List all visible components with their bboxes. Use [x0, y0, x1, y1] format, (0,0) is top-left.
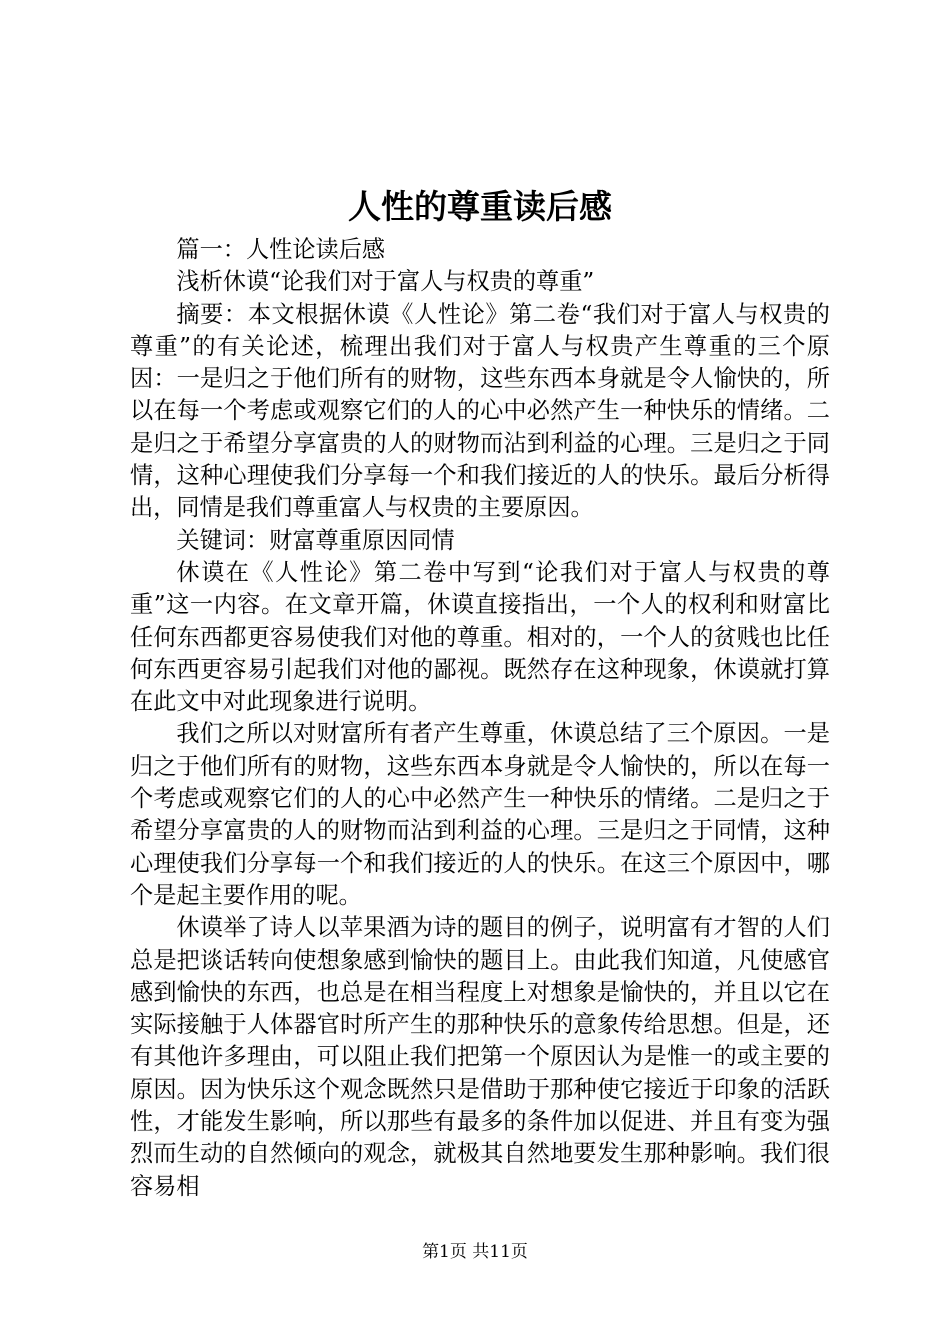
document-title: 人性的尊重读后感 — [348, 187, 612, 226]
paragraph-article-title: 浅析休谟“论我们对于富人与权贵的尊重” — [176, 268, 595, 296]
paragraph-body: 休谟举了诗人以苹果酒为诗的题目的例子，说明富有才智的人们总是把谈话转向使想象感到愉快的题目上。由此我们知道，凡使感官感到愉快的东西，也总是在相当程度上对想象是愉快的，并且以它在实际接触于人体器官时所产生的那种快乐的意象传给思想。但是，还有其他许多理由，可以阻止我们把第一个原因认为是惟一的或主要的原因。因为快乐这个观念既然只是借助于那种使它接近于印象的活跃性，才能发生影响，所以那些有最多的条件加以促进、并且有变为强烈而生动的自然倾向的观念，就极其自然地要发生那种影响。我们很容易相 — [130, 914, 830, 1200]
paragraph-abstract: 摘要：本文根据休谟《人性论》第二卷“我们对于富人与权贵的尊重”的有关论述，梳理出我们对于富人与权贵产生尊重的三个原因：一是归之于他们所有的财物，这些东西本身就是令人愉快的，所以在每一个考虑或观察它们的人的心中必然产生一种快乐的情绪。二是归之于希望分享富贵的人的财物而沾到利益的心理。三是归之于同情，这种心理使我们分享每一个和我们接近的人的快乐。最后分析得出，同情是我们尊重富人与权贵的主要原因。 — [130, 300, 830, 522]
paragraph-body: 休谟在《人性论》第二卷中写到“论我们对于富人与权贵的尊重”这一内容。在文章开篇，休谟直接指出，一个人的权利和财富比任何东西都更容易使我们对他的尊重。相对的，一个人的贫贱也比任何东西更容易引起我们对他的鄙视。既然存在这种现象，休谟就打算在此文中对此现象进行说明。 — [130, 558, 830, 716]
paragraph-chapter-heading: 篇一：人性论读后感 — [176, 236, 386, 263]
paragraph-keywords: 关键词：财富尊重原因同情 — [176, 526, 455, 554]
paragraph-body: 我们之所以对财富所有者产生尊重，休谟总结了三个原因。一是归之于他们所有的财物，这些东西本身就是令人愉快的，所以在每一个考虑或观察它们的人的心中必然产生一种快乐的情绪。二是归之于希望分享富贵的人的财物而沾到利益的心理。三是归之于同情，这种心理使我们分享每一个和我们接近的人的快乐。在这三个原因中，哪个是起主要作用的呢。 — [130, 720, 830, 909]
page-number-footer: 第1页 共11页 — [422, 1242, 528, 1262]
document-body — [130, 234, 830, 1203]
